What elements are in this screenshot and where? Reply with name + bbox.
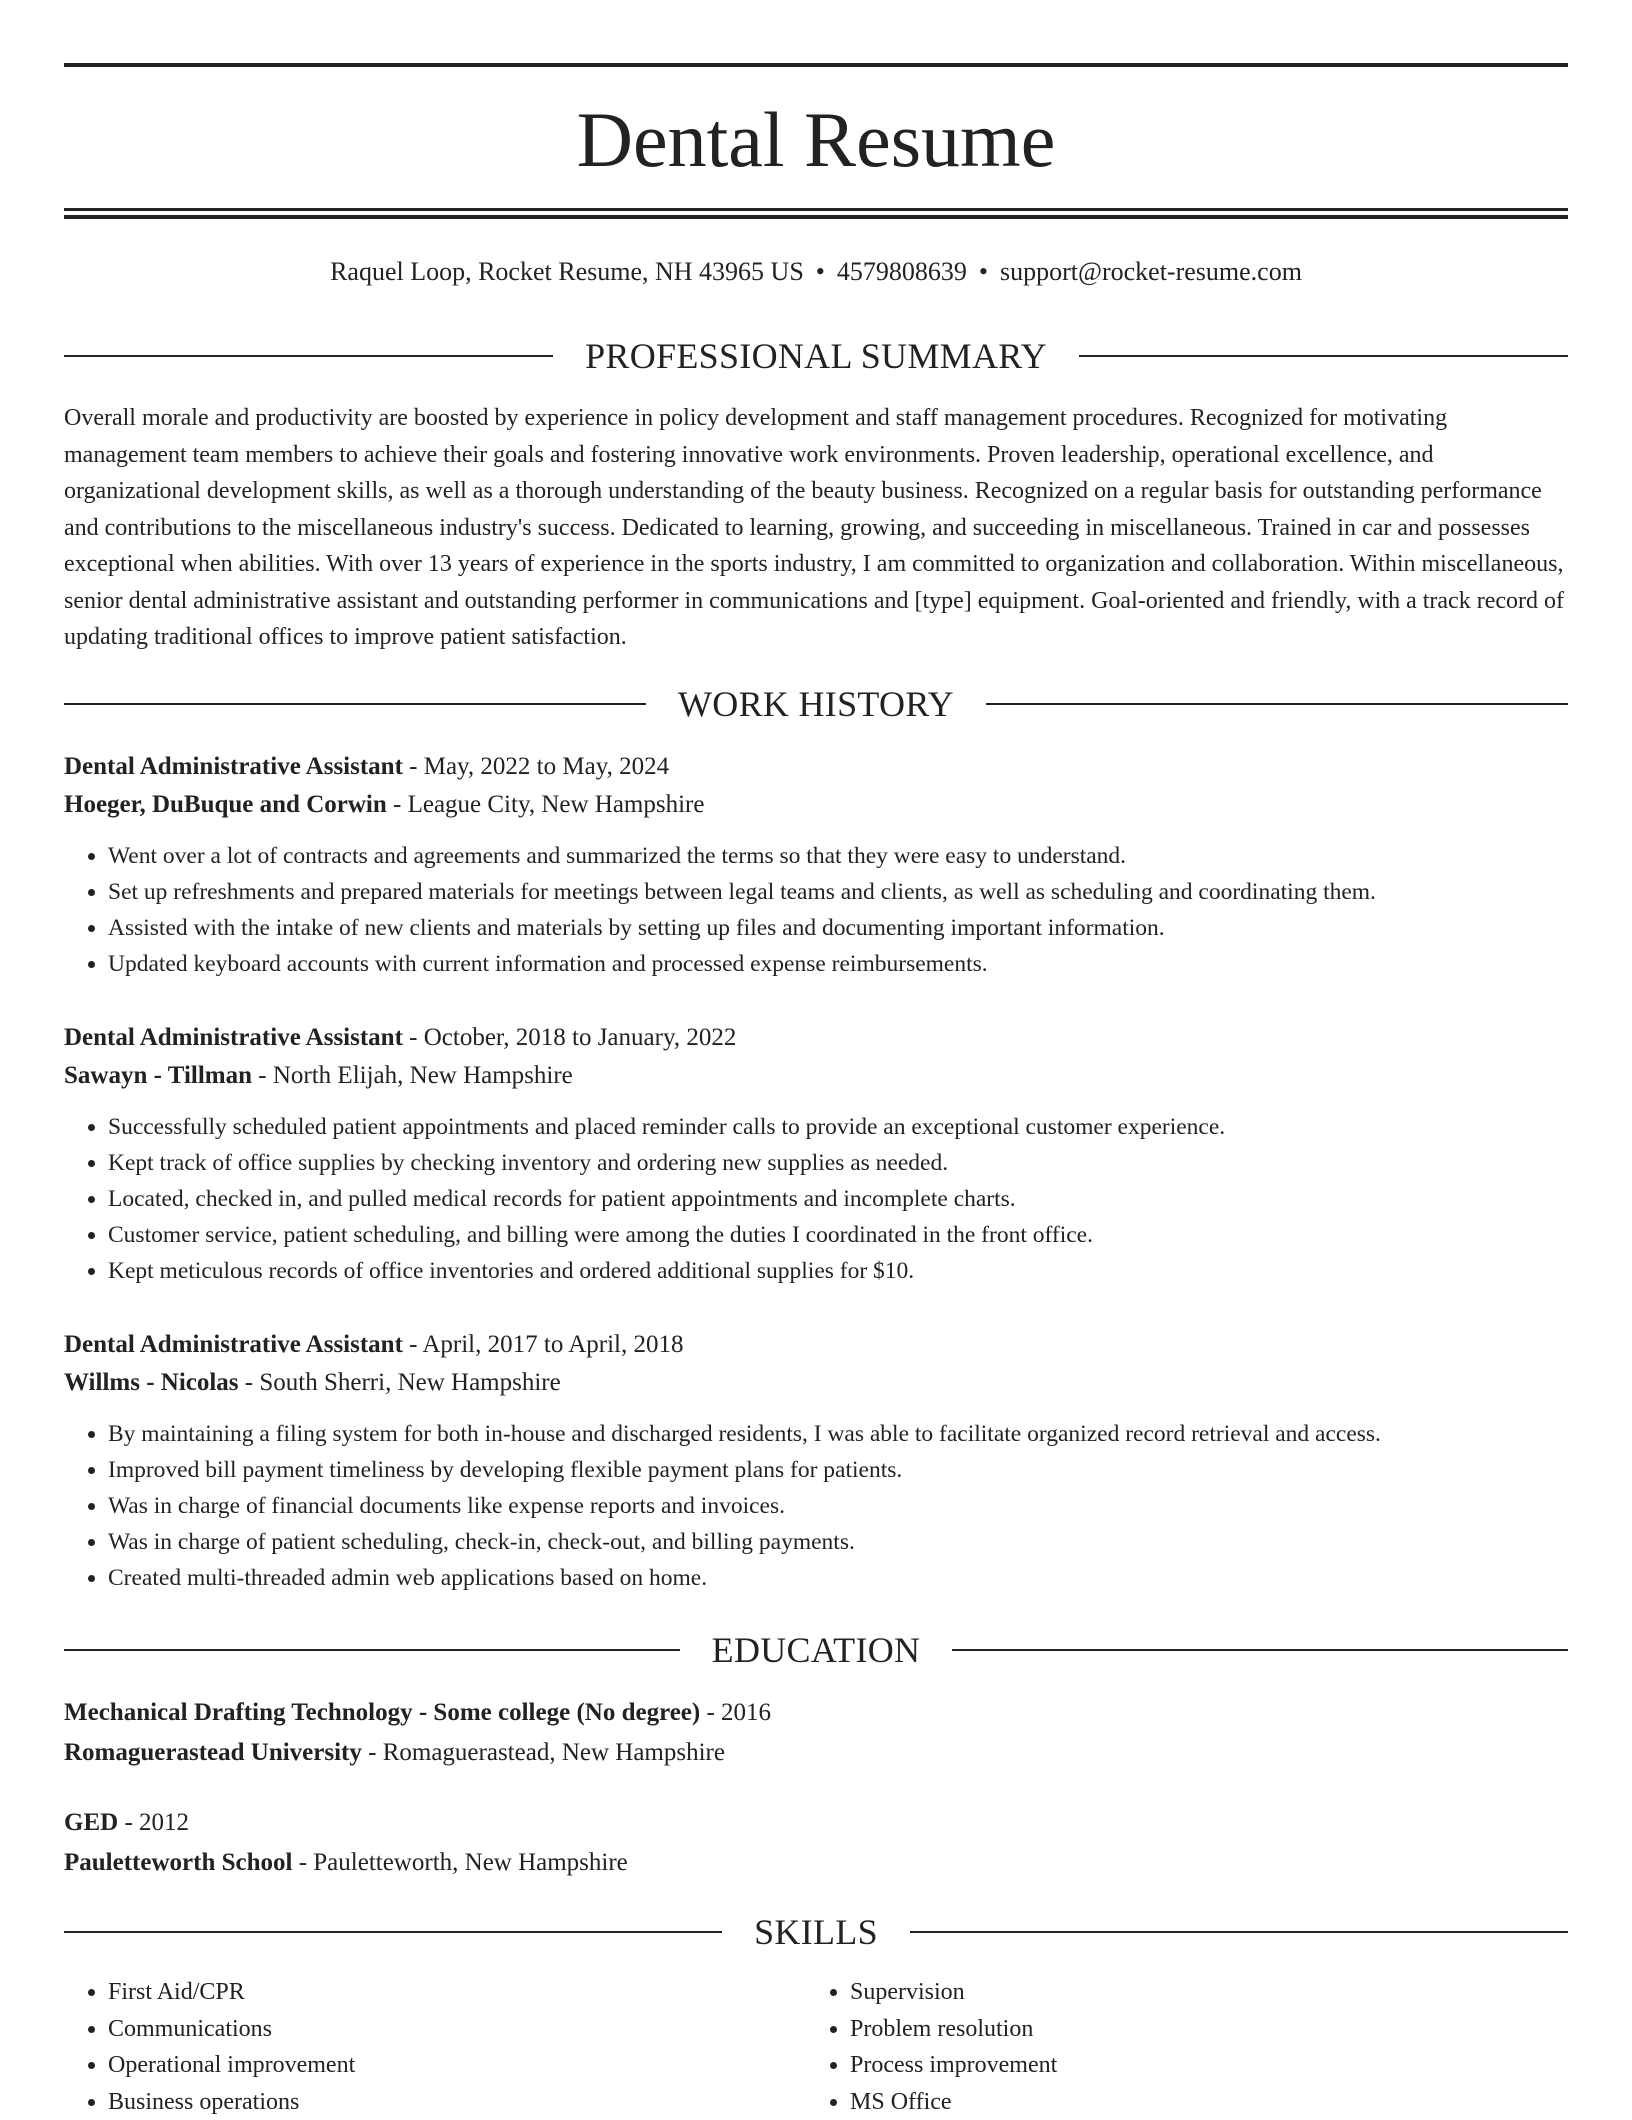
document-title: Dental Resume <box>64 90 1568 190</box>
section-header-summary <box>64 334 1568 378</box>
job-title: Dental Administrative Assistant <box>64 1024 403 1051</box>
divider <box>64 355 553 357</box>
job-bullet: • Was in charge of patient scheduling, check-in, check-out, and billing payments. <box>108 1524 1568 1560</box>
job-bullet: • Was in charge of financial documents like expense reports and invoices. <box>108 1488 1568 1524</box>
skill-item: • Problem resolution <box>850 2011 1548 2048</box>
divider <box>986 703 1568 705</box>
education-location: - Romaguerastead, New Hampshire <box>362 1739 725 1766</box>
skill-item: • MS Office <box>850 2084 1548 2120</box>
divider <box>64 703 646 705</box>
job-entry <box>64 748 1568 982</box>
divider <box>64 1649 680 1651</box>
divider <box>64 1931 722 1933</box>
job-bullet: • Successfully scheduled patient appointments and placed reminder calls to provide an exceptional customer experience. <box>108 1109 1568 1145</box>
contact-separator: • <box>816 257 825 286</box>
skill-item: • First Aid/CPR <box>108 1974 806 2011</box>
job-company: Sawayn - Tillman <box>64 1062 252 1089</box>
job-dates: - October, 2018 to January, 2022 <box>403 1024 736 1051</box>
divider <box>952 1649 1568 1651</box>
job-location: - League City, New Hampshire <box>387 791 705 818</box>
job-bullets <box>64 838 1568 982</box>
education-year: - 2012 <box>118 1809 189 1836</box>
section-header-work <box>64 682 1568 726</box>
job-bullets <box>64 1109 1568 1289</box>
section-header-education <box>64 1628 1568 1672</box>
education-location: - Pauletteworth, New Hampshire <box>292 1849 627 1876</box>
job-bullet: • Went over a lot of contracts and agreements and summarized the terms so that they were easy to understand. <box>108 838 1568 874</box>
job-company: Hoeger, DuBuque and Corwin <box>64 791 387 818</box>
contact-separator: • <box>979 257 988 286</box>
skills-column-left <box>64 1974 806 2120</box>
job-bullet: • Updated keyboard accounts with current information and processed expense reimbursements. <box>108 946 1568 982</box>
job-bullet: • Kept track of office supplies by checking inventory and ordering new supplies as needed. <box>108 1145 1568 1181</box>
education-entry <box>64 1803 1568 1883</box>
contact-phone: 4579808639 <box>837 257 967 286</box>
education-school: Romaguerastead University <box>64 1739 362 1766</box>
education-degree: Mechanical Drafting Technology - Some college (No degree) <box>64 1699 700 1726</box>
job-bullet: • Located, checked in, and pulled medical records for patient appointments and incomplete charts. <box>108 1181 1568 1217</box>
section-title: EDUCATION <box>680 1628 953 1672</box>
education-entry <box>64 1693 1568 1773</box>
education-year: - 2016 <box>700 1699 771 1726</box>
skill-item: • Supervision <box>850 1974 1548 2011</box>
contact-email: support@rocket-resume.com <box>1000 257 1302 286</box>
job-bullet: • By maintaining a filing system for both in-house and discharged residents, I was able to facilitate organized record retrieval and access. <box>108 1416 1568 1452</box>
education-degree: GED <box>64 1809 118 1836</box>
contact-line <box>64 254 1568 290</box>
job-dates: - April, 2017 to April, 2018 <box>403 1331 684 1358</box>
top-rule <box>64 63 1568 67</box>
job-bullet: • Created multi-threaded admin web applications based on home. <box>108 1560 1568 1596</box>
contact-address: Raquel Loop, Rocket Resume, NH 43965 US <box>330 257 804 286</box>
job-bullets <box>64 1416 1568 1596</box>
job-bullet: • Customer service, patient scheduling, and billing were among the duties I coordinated in the front office. <box>108 1217 1568 1253</box>
skills-column-right <box>806 1974 1548 2120</box>
job-title: Dental Administrative Assistant <box>64 1331 403 1358</box>
skill-item: • Business operations <box>108 2084 806 2120</box>
education-school: Pauletteworth School <box>64 1849 292 1876</box>
title-double-rule <box>64 208 1568 219</box>
divider <box>1079 355 1568 357</box>
job-bullet: • Assisted with the intake of new clients and materials by setting up files and documenting important information. <box>108 910 1568 946</box>
job-location: - North Elijah, New Hampshire <box>252 1062 573 1089</box>
job-entry <box>64 1326 1568 1596</box>
job-title: Dental Administrative Assistant <box>64 753 403 780</box>
job-company: Willms - Nicolas <box>64 1369 239 1396</box>
job-bullet: • Set up refreshments and prepared materials for meetings between legal teams and clients, as well as scheduling and coordinating them. <box>108 874 1568 910</box>
divider <box>910 1931 1568 1933</box>
job-dates: - May, 2022 to May, 2024 <box>403 753 669 780</box>
job-bullet: • Improved bill payment timeliness by developing flexible payment plans for patients. <box>108 1452 1568 1488</box>
skill-item: • Operational improvement <box>108 2047 806 2084</box>
skill-item: • Process improvement <box>850 2047 1548 2084</box>
section-title: PROFESSIONAL SUMMARY <box>553 334 1079 378</box>
job-bullet: • Kept meticulous records of office inventories and ordered additional supplies for $10. <box>108 1253 1568 1289</box>
section-title: WORK HISTORY <box>646 682 986 726</box>
section-header-skills <box>64 1910 1568 1954</box>
skills-list <box>64 1974 1568 2120</box>
job-location: - South Sherri, New Hampshire <box>239 1369 561 1396</box>
job-entry <box>64 1019 1568 1289</box>
summary-text: Overall morale and productivity are boosted by experience in policy development and staff management procedures. Recognized for motivating management team members to achieve their goals and fostering innovative work environments. Proven leadership, operational excellence, and organizational development skills, as well as a thorough understanding of the beauty business. Recognized on a regular basis for outstanding performance and contributions to the miscellaneous industry's success. Dedicated to learning, growing, and succeeding in miscellaneous. Trained in car and possesses exceptional when abilities. With over 13 years of experience in the sports industry, I am committed to organization and collaboration. Within miscellaneous, senior dental administrative assistant and outstanding performer in communications and [type] equipment. Goal-oriented and friendly, with a track record of updating traditional offices to improve patient satisfaction. <box>64 400 1568 656</box>
section-title: SKILLS <box>722 1910 910 1954</box>
skill-item: • Communications <box>108 2011 806 2048</box>
